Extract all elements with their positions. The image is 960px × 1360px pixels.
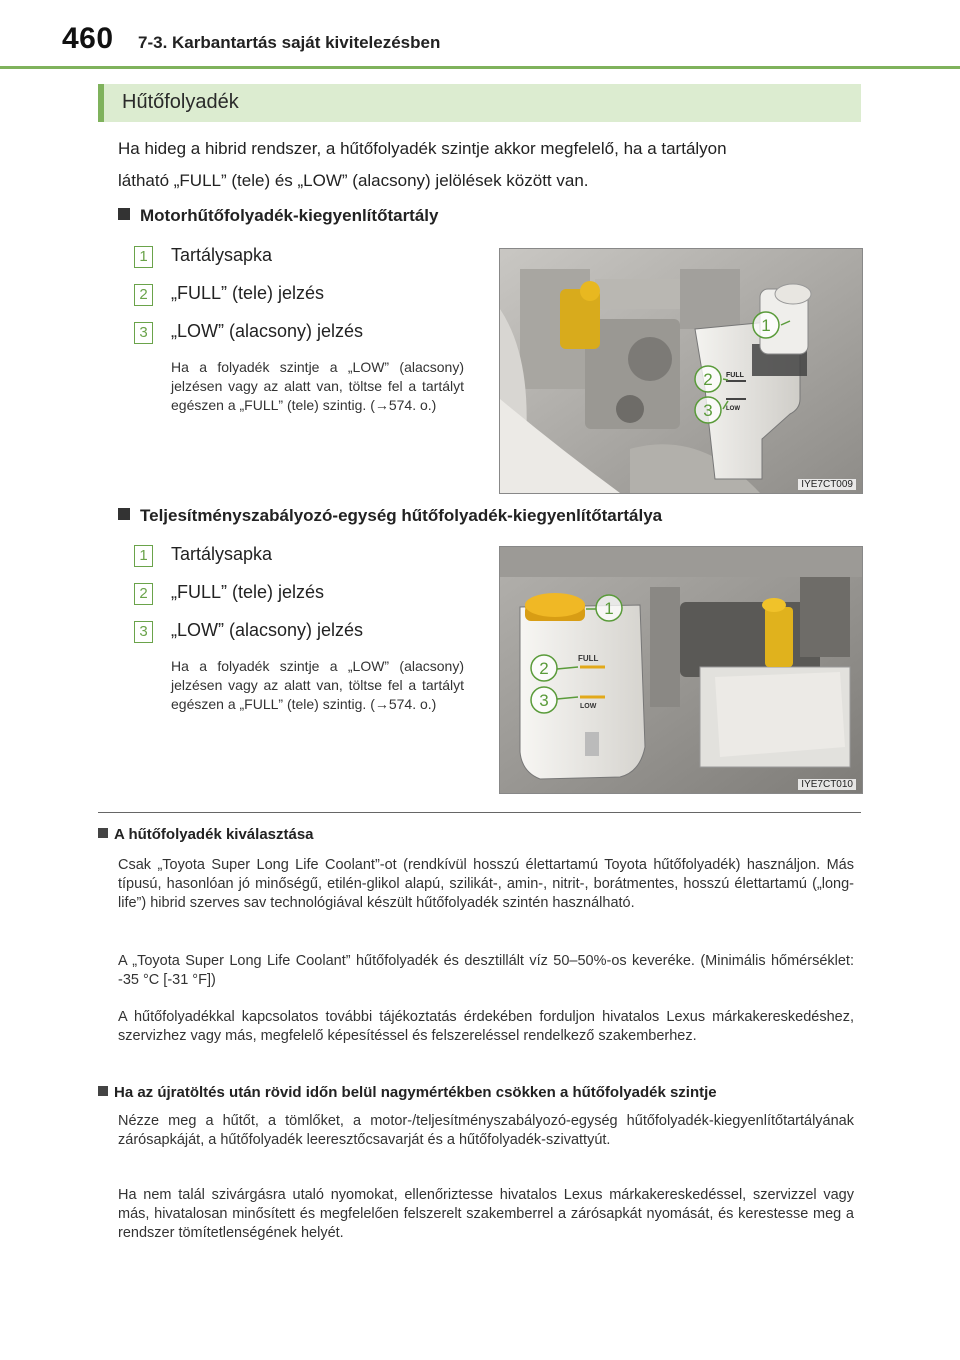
square-bullet-icon (98, 1086, 108, 1096)
tank-low-label: LOW (580, 703, 597, 710)
item-label: Tartálysapka (171, 544, 273, 564)
image-code: IYE7CT009 (798, 479, 856, 490)
pcu-coolant-tank-photo (499, 546, 863, 794)
number-badge: 1 (134, 246, 153, 268)
block2-heading (118, 506, 662, 526)
header-rule (0, 66, 960, 69)
chapter-title: 7-3. Karbantartás saját kivitelezésben (138, 33, 441, 52)
square-bullet-icon (98, 828, 108, 838)
callout-3: 3 (703, 401, 713, 420)
image-code: IYE7CT010 (798, 779, 856, 790)
callout-2: 2 (703, 370, 713, 389)
square-bullet-icon (118, 208, 130, 220)
intro-line-1: Ha hideg a hibrid rendszer, a hűtőfolyadék szintje akkor megfelelő, ha a tartályon (118, 139, 727, 158)
callout-1: 1 (604, 599, 614, 618)
block1-note: Ha a folyadék szintje a „LOW” (alacsony) jelzésen vagy az alatt van, töltse fel a tartályt egészen a „FULL” (tele) szintig. (→574. o.) (171, 359, 464, 413)
number-badge: 3 (134, 621, 153, 643)
note1-paragraph-2: A „Toyota Super Long Life Coolant” hűtőfolyadék és desztillált víz 50–50%-os keveréke. (Minimális hőmérséklet: -35 °C [-31 °F]) (118, 953, 854, 988)
note1-paragraph-3: A hűtőfolyadékkal kapcsolatos további tájékoztatás érdekében forduljon hivatalos Lexus márkakereskedéshez, szervizhez vagy más, megfelelő képesítéssel és felszereléssel rendelkező szakemberhez. (118, 1009, 854, 1044)
block1-heading (118, 206, 438, 226)
engine-coolant-tank-photo (499, 248, 863, 494)
tank-full-label: FULL (726, 372, 744, 379)
note1-heading-text: A hűtőfolyadék kiválasztása (114, 826, 314, 843)
note2-paragraph-2: Ha nem talál szivárgásra utaló nyomokat, ellenőriztesse hivatalos Lexus márkakereskedéssel, szervizzel vagy más, hivatalosan minősített és megfelelően felszerelt szakemberrel a zárósapkát nyomását, és kerestesse meg a rendszer tömítetlenségének helyét. (118, 1187, 854, 1241)
item-label: Tartálysapka (171, 245, 273, 265)
callout-2: 2 (539, 659, 549, 678)
engine-bay-illustration (500, 547, 862, 793)
tank-low-label: LOW (726, 406, 740, 412)
note1-heading (98, 826, 314, 843)
block2-heading-text: Teljesítményszabályozó-egység hűtőfolyadék-kiegyenlítőtartálya (140, 506, 663, 525)
page-number: 460 (62, 22, 114, 55)
section-divider (98, 812, 861, 813)
note1-paragraph-1: Csak „Toyota Super Long Life Coolant”-ot (rendkívül hosszú élettartamú Toyota hűtőfolyadék) használjon. Más típusú, hasonlóan jó minőségű, etilén-glikol alapú, szilikát-, amin-, nitrit-, borátmentes, hosszú élettartamú („long-life”) hibrid szerves sav technológiával készült hűtőfolyadék szintén használható. (118, 857, 854, 911)
block1-heading-text: Motorhűtőfolyadék-kiegyenlítőtartály (140, 206, 439, 225)
callout-3: 3 (539, 691, 549, 710)
number-badge: 1 (134, 545, 153, 567)
item-label: „FULL” (tele) jelzés (171, 283, 325, 303)
intro-line-2: látható „FULL” (tele) és „LOW” (alacsony) jelölések között van. (118, 171, 589, 190)
section-title-bar (98, 84, 861, 122)
block2-note: Ha a folyadék szintje a „LOW” (alacsony) jelzésen vagy az alatt van, töltse fel a tartályt egészen a „FULL” (tele) szintig. (→574. o.) (171, 658, 464, 712)
square-bullet-icon (118, 508, 130, 520)
number-badge: 2 (134, 583, 153, 605)
note2-paragraph-1: Nézze meg a hűtőt, a tömlőket, a motor-/teljesítményszabályozó-egység hűtőfolyadék-kiegyenlítőtartályának zárósapkáját, a hűtőfolyadék leeresztőcsavarját és a hűtőfolyadék-szivattyút. (118, 1113, 854, 1148)
item-label: „LOW” (alacsony) jelzés (171, 321, 364, 341)
item-label: „LOW” (alacsony) jelzés (171, 620, 364, 640)
number-badge: 3 (134, 322, 153, 344)
section-title: Hűtőfolyadék (122, 91, 239, 113)
engine-bay-illustration (500, 249, 862, 493)
item-label: „FULL” (tele) jelzés (171, 582, 325, 602)
number-badge: 2 (134, 284, 153, 306)
note2-heading (98, 1084, 717, 1101)
tank-full-label: FULL (578, 654, 599, 663)
callout-1: 1 (761, 316, 771, 335)
note2-heading-text: Ha az újratöltés után rövid időn belül nagymértékben csökken a hűtőfolyadék szintje (114, 1084, 717, 1101)
